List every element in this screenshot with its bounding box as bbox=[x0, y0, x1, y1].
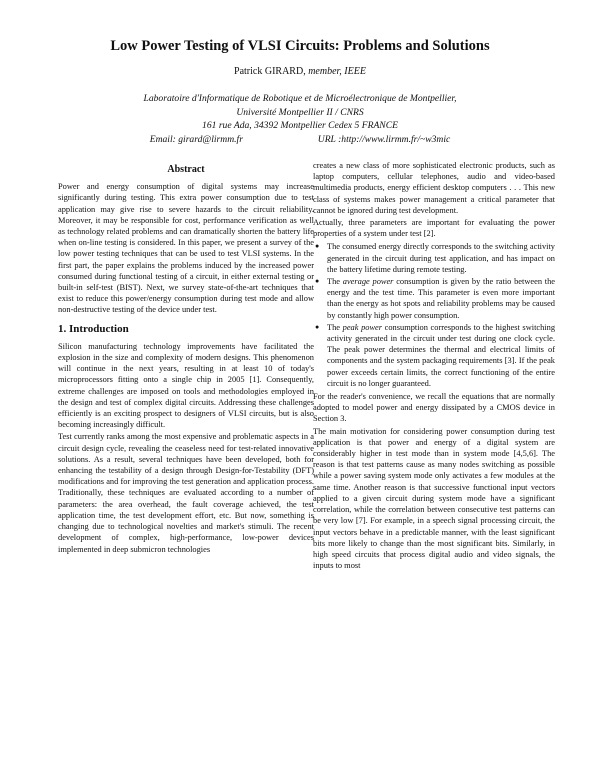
author-url: URL :http://www.lirmm.fr/~w3mic bbox=[317, 134, 451, 145]
list-item-average-power bbox=[327, 276, 555, 321]
author-email: Email: girard@lirmm.fr bbox=[149, 134, 243, 145]
term-average-power: average power bbox=[342, 277, 394, 287]
author-name: Patrick GIRARD, bbox=[234, 66, 306, 77]
affiliation-lab: Laboratoire d'Informatique de Robotique et de Microélectronique de Montpellier, bbox=[143, 93, 457, 104]
power-parameter-list bbox=[313, 241, 555, 389]
intro-paragraph-1: Silicon manufacturing technology improvements have facilitated the explosion in the size and complexity of modern designs. This phenomenon will continue in the next years, resulting in at least 10 of today's microprocessors fitting onto a single chip in 2005 [1]. Consequently, extreme challenges are imposed on tools and methodologies employed in the design and test of complex digital circuits. Addressing these challenges efficiently is an exciting prospect to designers of VLSI circuits, but is also becoming increasingly difficult. bbox=[58, 341, 314, 430]
list-item-peak-power bbox=[327, 322, 555, 389]
list-item-average-power-pre: The bbox=[327, 277, 343, 287]
abstract-heading: Abstract bbox=[167, 164, 205, 175]
abstract-text: Power and energy consumption of digital systems may increase significantly during testing. This extra power consumption due to test application may give rise to severe hazards to the circuit reliability. Moreover, it may be responsible for cost, performance verification as well as technology related problems and can dramatically shorten the battery life when on-line testing is considered. In this paper, we present a survey of the low power testing techniques that can be used to test VLSI systems. In the first part, the paper explains the problems induced by the increased power consumed during functional testing of a circuit, in either external testing or built-in self-test (BIST). Next, we survey state-of-the-art techniques that exist to reduce this power/energy consumption during test mode and allow non-destructive testing of the device under test. bbox=[58, 182, 314, 315]
list-item-energy bbox=[327, 241, 555, 275]
right-column bbox=[313, 160, 555, 572]
affiliation-university: Université Montpellier II / CNRS bbox=[236, 107, 364, 118]
author-line bbox=[0, 66, 600, 77]
right-paragraph-2: Actually, three parameters are important for evaluating the power properties of a system under test [2]. bbox=[313, 218, 555, 239]
list-item-peak-power-pre: The bbox=[327, 322, 343, 332]
contact-line bbox=[0, 134, 600, 146]
author-role: member, IEEE bbox=[308, 66, 366, 77]
paper-title: Low Power Testing of VLSI Circuits: Problems and Solutions bbox=[110, 38, 490, 54]
term-peak-power: peak power bbox=[342, 322, 383, 332]
intro-paragraph-2: Test currently ranks among the most expensive and problematic aspects in a circuit design cycle, revealing the ceaseless need for test-related innovative solutions. As a result, several techniques have been developed, both for enhancing the testability of a design through Design-for-Testability (DFT) modifications and for improving the test generation and application process. Traditionally, these techniques are evaluated according to a number of parameters: the area overhead, the fault coverage achieved, the test application time, the test development effort, etc. But now, something is changing due to technological novelties and market's stimuli. The recent development of complex, high-performance, low-power devices implemented in deep submicron technologies bbox=[58, 432, 314, 554]
list-item-peak-power-post: consumption corresponds to the highest switching activity generated in the circuit under test during one clock cycle. The peak power determines the thermal and electrical limits of components and the system packaging requirements [3]. If the peak power exceeds certain limits, the correct functioning of the entire circuit is no longer guaranteed. bbox=[327, 322, 556, 388]
list-item-average-power-post: consumption is given by the ratio between the energy and the test time. This parameter is even more important than the energy as hot spots and reliability problems may be caused by constantly high power consumption. bbox=[327, 277, 555, 320]
affiliation-address: 161 rue Ada, 34392 Montpellier Cedex 5 FRANCE bbox=[202, 120, 398, 131]
list-item-energy-text: The consumed energy directly corresponds to the switching activity generated in the circuit during test application, and has impact on the battery lifetime during remote testing. bbox=[327, 242, 555, 274]
right-paragraph-3: For the reader's convenience, we recall the equations that are normally adopted to model power and energy dissipated by a CMOS device in Section 3. bbox=[313, 392, 555, 424]
section-heading-introduction: 1. Introduction bbox=[58, 322, 129, 335]
right-paragraph-4: The main motivation for considering power consumption during test application is that power and energy of a digital system are considerably higher in test mode than in system mode [4,5,6]. The reason is that test patterns cause as many nodes switching as possible while a power saving system mode only activates a few modules at the same time. Another reason is that successive functional input vectors applied to a given circuit during system mode have a significant correlation, while the correlation between consecutive test patterns can be very low [7]. For example, in a speech signal processing circuit, the input vectors behave in a predictable manner, with the least significant bits more likely to change than the most significant bits. Similarly, in high speed circuits that process digital audio and video signals, the inputs to most bbox=[313, 426, 555, 571]
left-column bbox=[58, 160, 314, 556]
right-paragraph-1: creates a new class of more sophisticated electronic products, such as laptop computers, cellular telephones, audio and video-based multimedia products, energy efficient desktop computers . . . This new class of systems makes power management a critical parameter that cannot be ignored during test development. bbox=[313, 161, 555, 215]
